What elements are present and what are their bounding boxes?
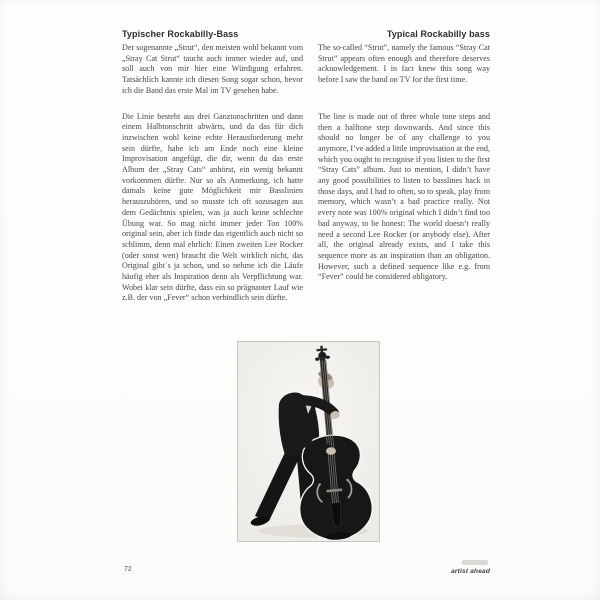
bassist-illustration bbox=[238, 342, 379, 541]
heading-german: Typischer Rockabilly-Bass bbox=[122, 29, 239, 40]
heading-english: Typical Rockabilly bass bbox=[386, 29, 490, 40]
german-column bbox=[122, 43, 303, 304]
publisher-logo-mark bbox=[462, 560, 488, 565]
musician-hand-strings bbox=[326, 447, 336, 455]
page-number: 72 bbox=[124, 566, 132, 573]
text-columns bbox=[122, 43, 490, 304]
german-paragraph-1: Der sogenannte „Strut“, den meisten wohl bekannt vom „Stray Cat Strut“ taucht auch immer wieder auf, und soll auch von mir hier eine Würdigung erfahren. Tatsächlich kannte ich diesen Song sogar schon, bevor ich die Band das erste Mal im TV gesehen habe. bbox=[122, 43, 303, 95]
english-column bbox=[318, 43, 490, 304]
english-paragraph-2: The line is made out of three whole tone steps and then a halftone step downwards. And since this should no longer be of any challenge to you anymore, I’ve added a little improvisation at the end, which you ought to recognise if you listen to the first “Stray Cats” album. Just to mention, I didn’t have any good possibilities to listen to basslines back in those days, and I had to often, so to speak, play from memory, which wasn’t a bad practice really. Not every note was 100% original which I didn’t find too bad anyway, to be honest: The world doesn’t really need a second Lee Rocker (or anybody else). After all, the original already exists, and I take this sequence more as an inspiration than an obligation. However, such a defined sequence like e.g. from “Fever” could be considered obligatory. bbox=[318, 111, 490, 282]
publisher-logo: artist ahead bbox=[451, 568, 490, 575]
german-paragraph-2: Die Linie besteht aus drei Ganztonschritten und dann einem Halbtonschritt abwärts, und da das für dich inzwischen wohl keine echte Herausforderung mehr sein dürfte, habe ich am Ende noch eine kleine Improvisation angefügt, die dir, wenn du das erste Album der „Stray Cats“ anhörst, ein wenig bekannt vorkommen dürfte. Nur so als Anmerkung, ich hatte damals keine gute Möglichkeit mir Basslinien herauszuhören, und so musste ich oft sozusagen aus dem Gedächtnis spielen, was ja auch keine schlechte Übung war. So mag nicht immer jeder Ton 100% original sein, aber ich finde das eigentlich auch nicht so schlimm, denn mal ehrlich: Einen zweiten Lee Rocker (oder sonst wen) braucht die Welt wirklich nicht, das Original gibt´s ja schon, und so nehme ich die Läufe häufig eher als Inspiration denn als Verpflichtung war. Wobei klar sein dürfte, dass ein so prägnanter Lauf wie z.B. der von „Fever“ schon verbindlich sein dürfte. bbox=[122, 111, 303, 303]
english-paragraph-1: The so-called “Strut”, namely the famous “Stray Cat Strut” appears often enough and therefore deserves acknowledgement. I in fact knew this song way before I saw the band on TV for the first time. bbox=[318, 43, 490, 85]
bassist-photo bbox=[237, 341, 380, 542]
